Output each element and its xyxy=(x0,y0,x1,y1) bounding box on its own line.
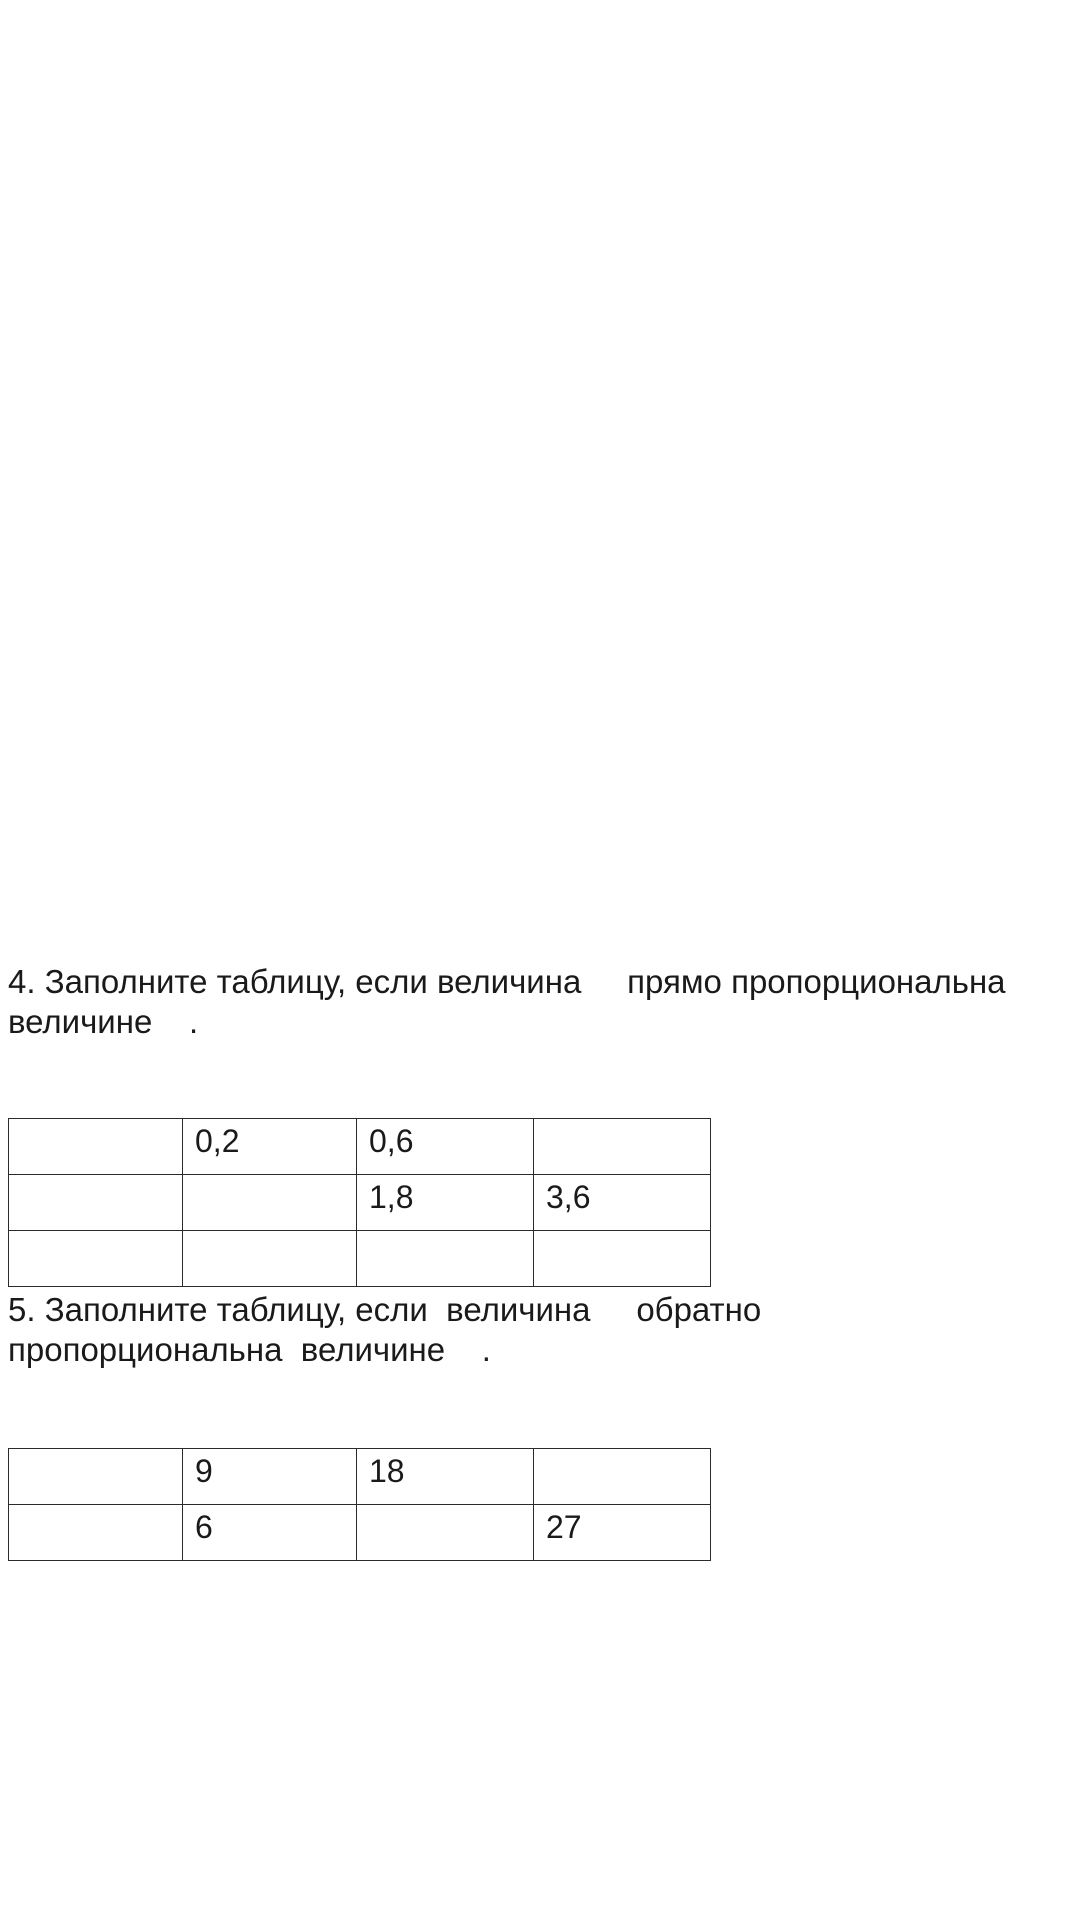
table-cell xyxy=(9,1505,183,1561)
table-cell: 1,8 xyxy=(357,1175,534,1231)
task-4-line-2: величине . xyxy=(8,1003,199,1040)
table-cell xyxy=(9,1449,183,1505)
table-cell: 27 xyxy=(534,1505,711,1561)
table-cell xyxy=(534,1231,711,1287)
table-cell: 9 xyxy=(183,1449,357,1505)
task-4-table xyxy=(8,1118,711,1287)
table-cell: 3,6 xyxy=(534,1175,711,1231)
task-5-text xyxy=(8,1290,1068,1370)
table-row xyxy=(9,1449,711,1505)
task-5-table xyxy=(8,1448,711,1561)
table-cell xyxy=(9,1231,183,1287)
table-row xyxy=(9,1175,711,1231)
table-cell xyxy=(183,1175,357,1231)
table-cell xyxy=(534,1119,711,1175)
table-cell xyxy=(357,1231,534,1287)
task-5-line-2: пропорциональна величине . xyxy=(8,1331,491,1368)
table-row xyxy=(9,1231,711,1287)
task-4-line-1: 4. Заполните таблицу, если величина прямо пропорциональна xyxy=(8,963,1006,1000)
table-cell xyxy=(9,1119,183,1175)
table-cell xyxy=(9,1175,183,1231)
table-cell: 0,6 xyxy=(357,1119,534,1175)
task-5-line-1: 5. Заполните таблицу, если величина обратно xyxy=(8,1291,762,1328)
table-cell xyxy=(534,1449,711,1505)
table-cell: 6 xyxy=(183,1505,357,1561)
task-4-text xyxy=(8,962,1068,1042)
table-row xyxy=(9,1119,711,1175)
table-row xyxy=(9,1505,711,1561)
table-cell xyxy=(183,1231,357,1287)
table-cell xyxy=(357,1505,534,1561)
table-cell: 0,2 xyxy=(183,1119,357,1175)
table-cell: 18 xyxy=(357,1449,534,1505)
